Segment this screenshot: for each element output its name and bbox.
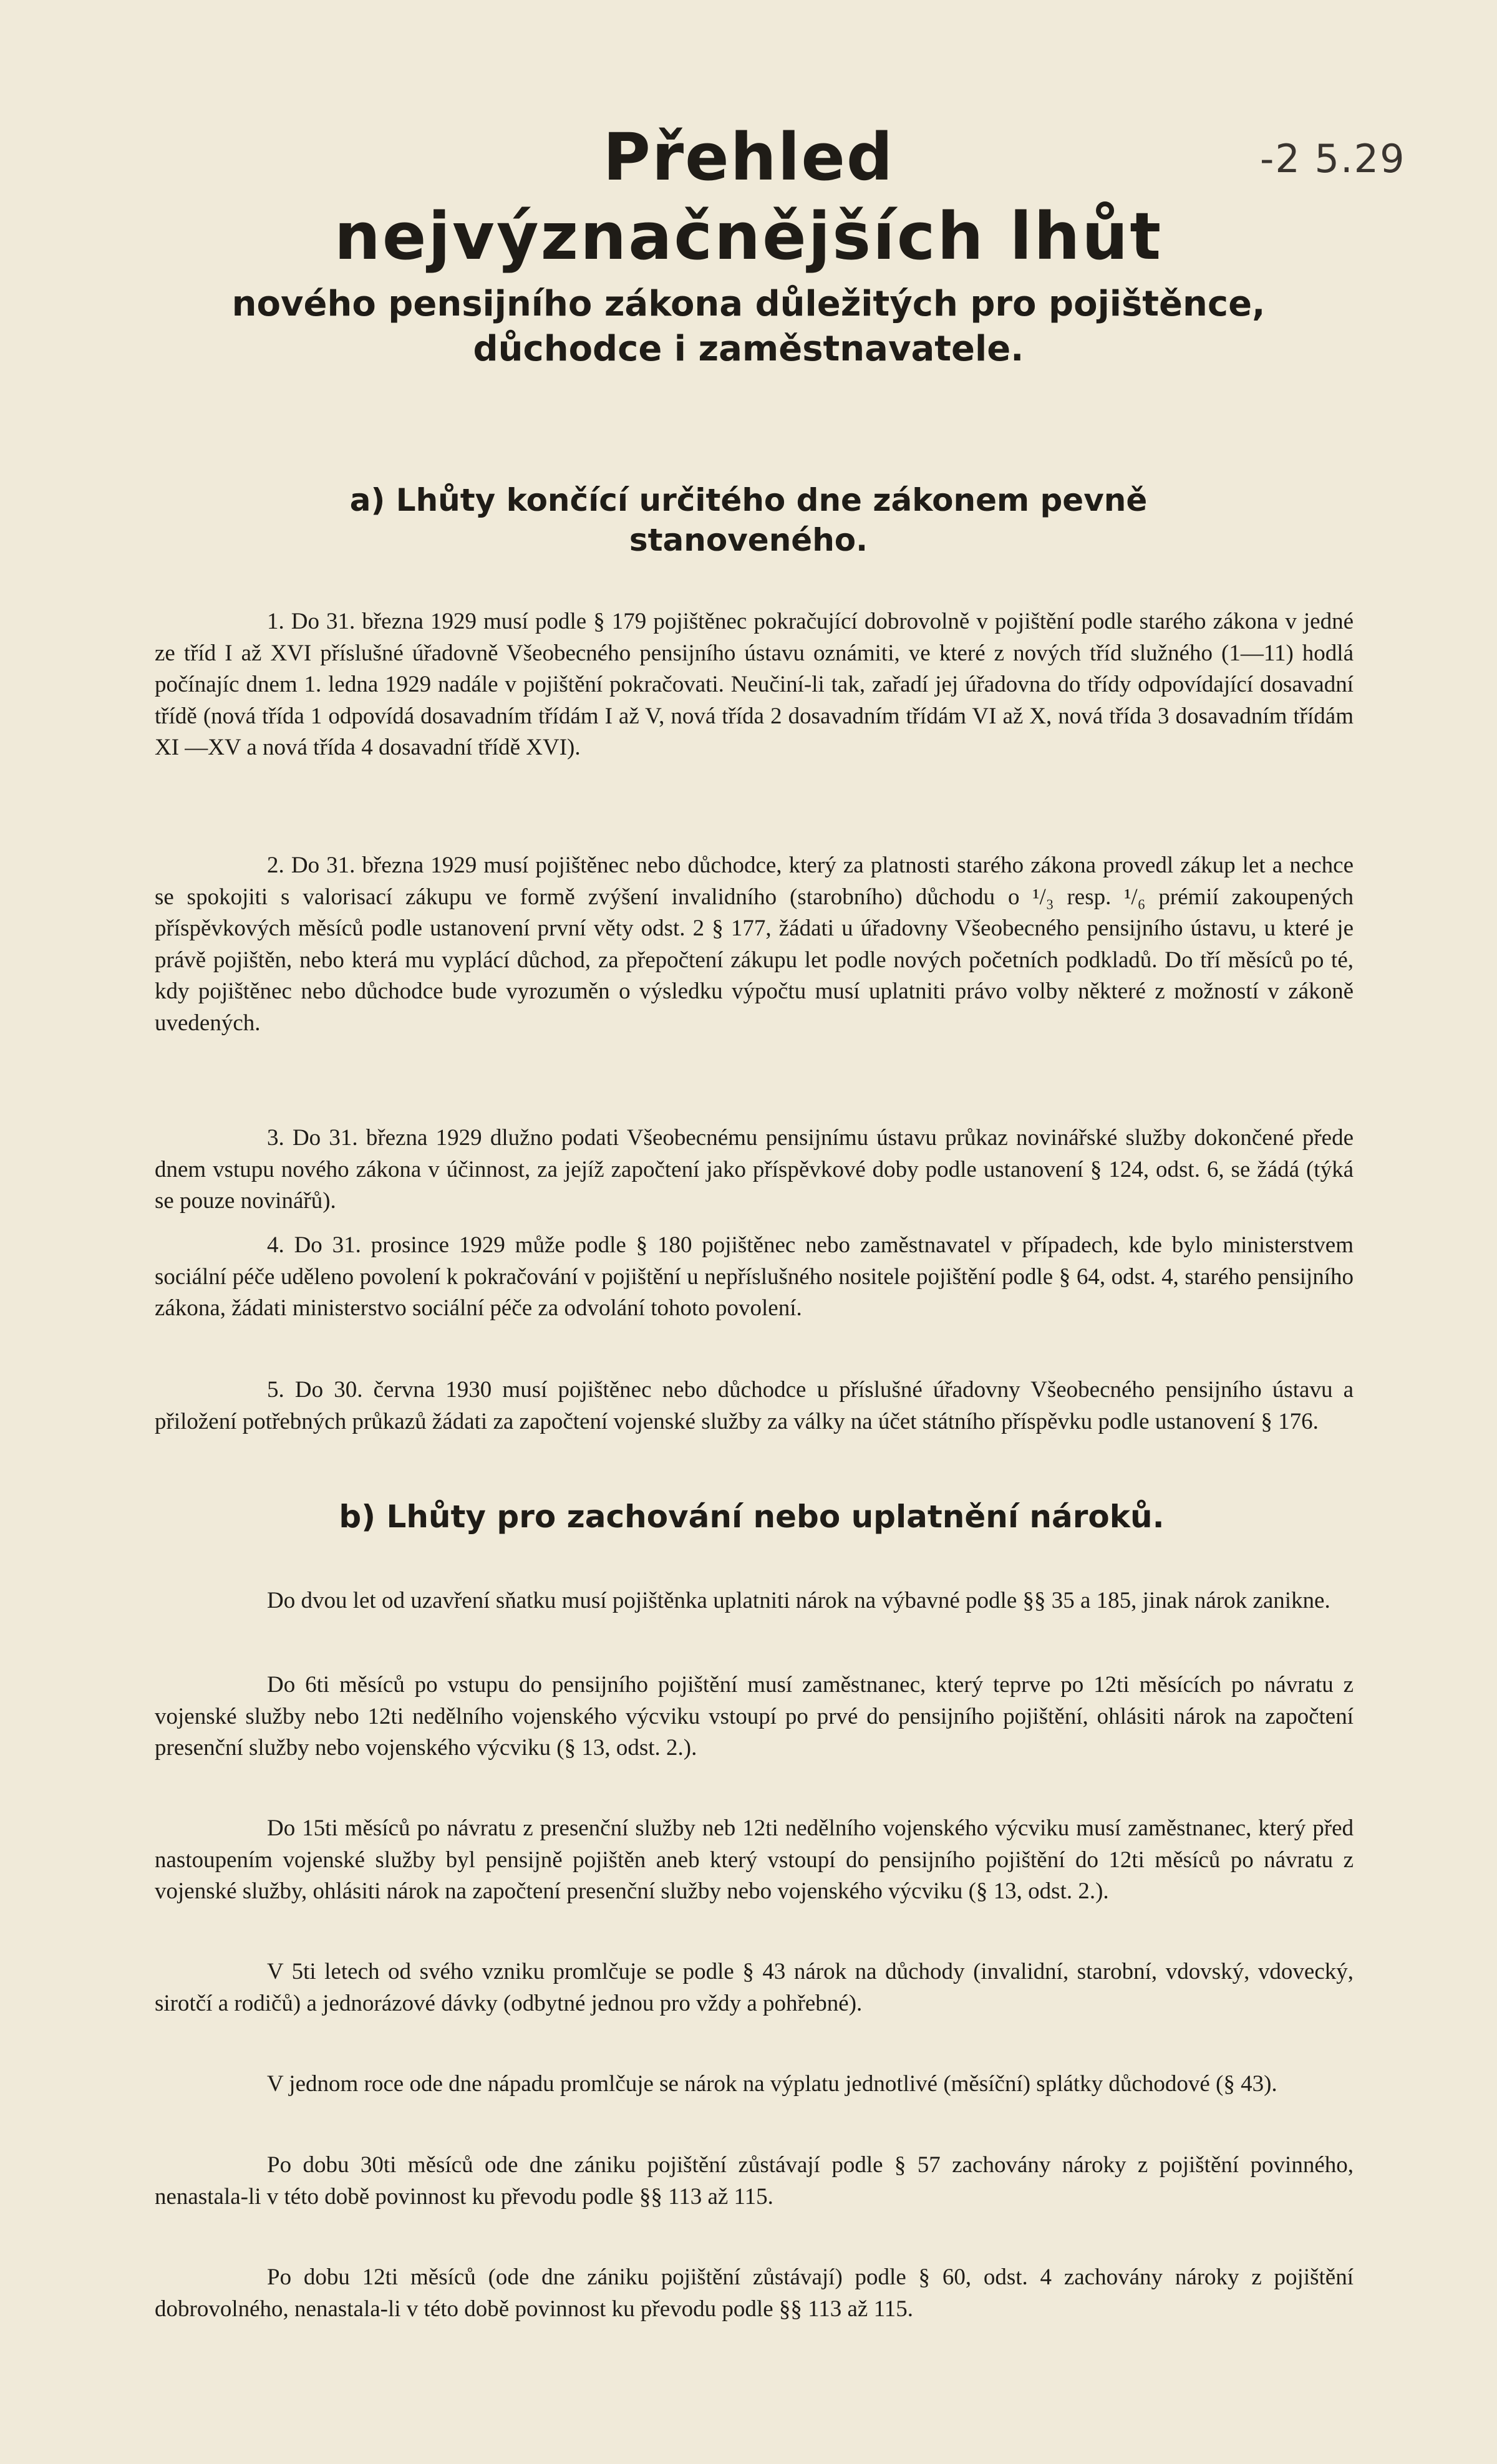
subtitle: nového pensijního zákona důležitých pro pojištěnce, důchodce i zaměstnavatele. [231, 284, 1266, 369]
section-a-paragraph-5: 5. Do 30. června 1930 musí pojištěnec nebo důchodce u příslušné úřadovny Všeobecného pensijního ústavu a přiložení potřebných průkazů žádati za započtení vojenské služby za války na účet státního příspěvku podle ustanovení § 176. [155, 1377, 1354, 1434]
section-b-paragraph-2: Do 6ti měsíců po vstupu do pensijního pojištění musí zaměstnanec, který teprve po 12ti měsících po návratu z vojenské služby nebo 12ti nedělního vojenského výcviku vstoupí po prvé do pensijního pojištění, ohlásiti nárok na započtení presenční služby nebo vojenského výcviku (§ 13, odst. 2.). [155, 1672, 1354, 1761]
section-b-paragraph-6: Po dobu 30ti měsíců ode dne zániku pojištění zůstávají podle § 57 zachovány nároky z pojištění povinného, nenastala-li v této době povinnost ku převodu podle §§ 113 až 115. [155, 2152, 1354, 2210]
section-b-paragraph-7: Po dobu 12ti měsíců (ode dne zániku pojištění zůstávají) podle § 60, odst. 4 zachovány nároky z pojištění dobrovolného, nenastala-li v této době povinnost ku převodu podle §§ 113 až 115. [155, 2264, 1354, 2322]
date-stamp: -2 5.29 [1260, 136, 1406, 181]
section-a-paragraph-4: 4. Do 31. prosince 1929 může podle § 180 pojištěnec nebo zaměstnavatel v případech, kde bylo ministerstvem sociální péče uděleno povolení k pokračování v pojištění u nepříslušného nositele pojištění podle § 64, odst. 4, starého pensijního zákona, žádati ministerstvo sociální péče za odvolání tohoto povolení. [155, 1232, 1354, 1321]
title-line-1: Přehled [603, 119, 894, 195]
section-b-paragraph-4: V 5ti letech od svého vzniku promlčuje se podle § 43 nárok na důchody (invalidní, starobní, vdovský, vdovecký, sirotčí a rodičů) a jednorázové dávky (odbytné jednou pro vždy a pohřebné). [155, 1959, 1354, 2016]
section-b-paragraph-5: V jednom roce ode dne nápadu promlčuje se nárok na výplatu jednotlivé (měsíční) splátky důchodové (§ 43). [267, 2071, 1277, 2097]
section-b-heading: b) Lhůty pro zachování nebo uplatnění nároků. [339, 1499, 1165, 1535]
document-header [225, 118, 1272, 372]
section-a-paragraph-1: 1. Do 31. března 1929 musí podle § 179 pojištěnec pokračující dobrovolně v pojištění podle starého zákona v jedné ze tříd I až XVI příslušné úřadovně Všeobecného pensijního ústavu oznámiti, ve které z nových tříd služného (1—11) hodlá počínajíc dnem 1. ledna 1929 nadále v pojištění pokračovati. Neučiní-li tak, zařadí jej úřadovna do třídy odpovídající dosavadní třídě (nová třída 1 odpovídá dosavadním třídám I až V, nová třída 2 dosavadním třídám VI až X, nová třída 3 dosavadním třídám XI —XV a nová třída 4 dosavadní třídě XVI). [155, 609, 1354, 760]
section-b-paragraph-1: Do dvou let od uzavření sňatku musí pojištěnka uplatniti nárok na výbavné podle §§ 35 a 185, jinak nárok zanikne. [267, 1588, 1330, 1613]
section-a-paragraph-2: 2. Do 31. března 1929 musí pojištěnec nebo důchodce, který za platnosti starého zákona provedl zákup let a nechce se spokojiti s valorisací zákupu ve formě zvýšení invalidního (starobního) důchodu o ¹/₃ resp. ¹/₆ prémií zakoupených příspěvkových měsíců podle ustanovení první věty odst. 2 § 177, žádati u úřadovny Všeobecného pensijního ústavu, u které je právě pojištěn, nebo která mu vyplácí důchod, za přepočtení zákupu let podle nových početních podkladů. Do tří měsíců po té, kdy pojištěnec nebo důchodce bude vyrozuměn o výsledku výpočtu musí uplatniti právo volby některé z možností v zákoně uvedených. [155, 853, 1354, 1036]
title-line-2: nejvýznačnějších lhůt [334, 198, 1163, 274]
section-a-heading: a) Lhůty končící určitého dne zákonem pevně stanoveného. [349, 482, 1148, 558]
section-a-paragraph-3: 3. Do 31. března 1929 dlužno podati Všeobecnému pensijnímu ústavu průkaz novinářské služby dokončené přede dnem vstupu nového zákona v účinnost, za jejíž započtení jako příspěvkové doby podle ustanovení § 124, odst. 6, se žádá (týká se pouze novinářů). [155, 1125, 1354, 1214]
section-b-paragraph-3: Do 15ti měsíců po návratu z presenční služby neb 12ti nedělního vojenského výcviku musí zaměstnanec, který před nastoupením vojenské služby byl pensijně pojištěn aneb který vstoupí do pensijního pojištění do 12ti měsíců po návratu z vojenské služby, ohlásiti nárok na započtení presenční služby nebo vojenského výcviku (§ 13, odst. 2.). [155, 1815, 1354, 1904]
